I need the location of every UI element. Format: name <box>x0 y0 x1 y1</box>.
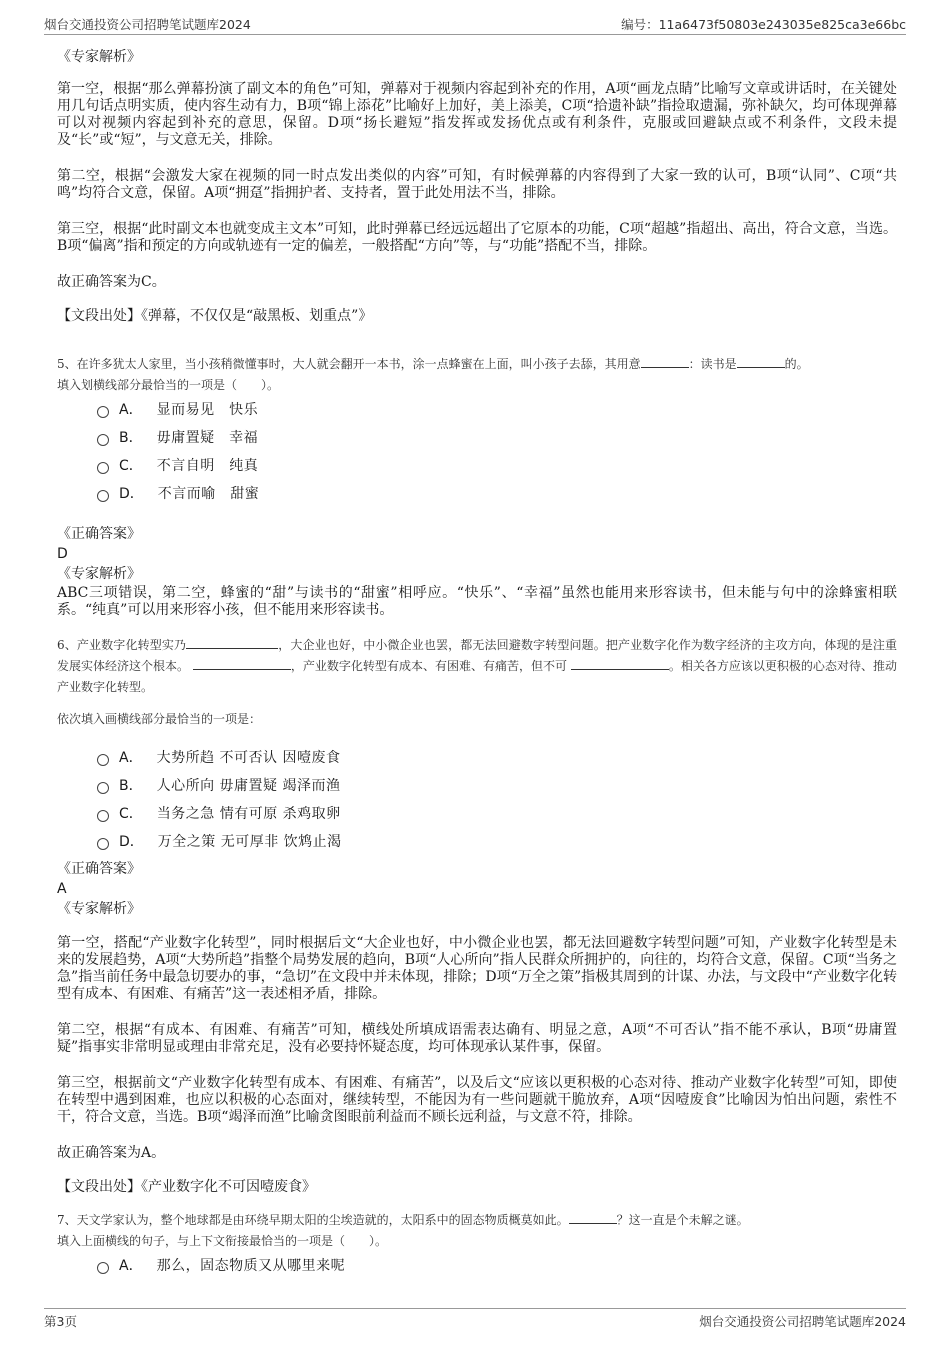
page-header <box>44 12 906 34</box>
q6-option-a[interactable]: A． 大势所趋 不可否认 因噎废食 <box>97 747 340 767</box>
q5-blank-2 <box>737 355 785 368</box>
radio-icon[interactable] <box>97 754 109 766</box>
radio-icon[interactable] <box>97 1262 109 1274</box>
q6-instruction: 依次填入画横线部分最恰当的一项是： <box>57 712 262 726</box>
q5-instruction: 填入划横线部分最恰当的一项是（ ）。 <box>57 378 280 392</box>
q5-option-a[interactable]: A． 显而易见 快乐 <box>97 399 258 419</box>
q6-text-c: ，产业数字化转型有成本、有困难、有痛苦，但不可 <box>290 659 568 673</box>
q6-blank-1 <box>186 636 278 649</box>
q6-source: 【文段出处】《产业数字化不可因噎废食》 <box>57 1179 316 1195</box>
radio-icon[interactable] <box>97 490 109 502</box>
header-doc-id: 编号：11a6473f50803e243035e825ca3e66bc <box>621 17 906 32</box>
radio-icon[interactable] <box>97 462 109 474</box>
q6-answer: A <box>57 881 67 897</box>
q6-analysis-p3: 第三空，根据前文“产业数字化转型有成本、有困难、有痛苦”，以及后文“应该以更积极的心态对待、推动产业数字化转型”可知，即使在转型中遇到困难，也应以积极的心态面对，继续转型，不能因为有一些问题就干脆放弃，A项“因噎废食”比喻因为怕出问题，索性不干，符合文意，当选。B项“竭泽而渔”比喻贪图眼前利益而不顾长远利益，与文意不符，排除。 <box>57 1075 897 1125</box>
page-number: 第3页 <box>44 1314 77 1329</box>
q5-text-a: 5、在许多犹太人家里，当小孩稍微懂事时，大人就会翻开一本书，涂一点蜂蜜在上面，叫小孩子去舔，其用意 <box>57 357 641 371</box>
q7-instruction: 填入上面横线的句子，与上下文衔接最恰当的一项是（ ）。 <box>57 1234 388 1248</box>
q5-blank-1 <box>641 355 689 368</box>
q6-analysis-p1: 第一空，搭配“产业数字化转型”，同时根据后文“大企业也好，中小微企业也罢，都无法回避数字转型问题”可知，产业数字化转型是未来的发展趋势，A项“大势所趋”指整个局势发展的趋向，B项“人心所向”指人民群众所拥护的，向往的，均符合文意，保留。C项“当务之急”指当前任务中最急切要办的事，“急切”在文段中并未体现，排除；D项“万全之策”指极其周到的计谋、办法，与文段中“产业数字化转型有成本、有困难、有痛苦”这一表述相矛盾，排除。 <box>57 935 897 1002</box>
q6-text-d: 。相关各方应该以更积极的心态对待、推动产业数字化转型。 <box>57 659 897 694</box>
q4-analysis-p1: 第一空，根据“那么弹幕扮演了副文本的角色”可知，弹幕对于视频内容起到补充的作用，A项“画龙点睛”比喻写文章或讲话时，在关键处用几句话点明实质，使内容生动有力，B项“锦上添花”比喻好上加好，美上添美，C项“拾遗补缺”指捡取遗漏，弥补缺欠，均可体现弹幕可以对视频内容起到补充的意思，保留。D项“扬长避短”指发挥或发扬优点或有利条件，克服或回避缺点或不利条件，文段未提及“长”或“短”，与文意无关，排除。 <box>57 81 897 148</box>
q6-answer-label: 《正确答案》 <box>57 861 141 877</box>
q7-text-b: ？这一直是个未解之谜。 <box>616 1213 749 1227</box>
q4-analysis-p3: 第三空，根据“此时副文本也就变成主文本”可知，此时弹幕已经远远超出了它原本的功能，C项“超越”指超出、高出，符合文意，当选。B项“偏离”指和预定的方向或轨迹有一定的偏差，一般搭配“方向”等，与“功能”搭配不当，排除。 <box>57 221 897 254</box>
header-title: 烟台交通投资公司招聘笔试题库2024 <box>44 17 251 32</box>
q6-blank-3 <box>571 657 669 670</box>
q7-stem <box>57 1210 897 1252</box>
q4-expert-label: 《专家解析》 <box>57 49 141 65</box>
q5-answer: D <box>57 546 68 562</box>
q5-option-c[interactable]: C． 不言自明 纯真 <box>97 455 258 475</box>
q5-option-b[interactable]: B． 毋庸置疑 幸福 <box>97 427 258 447</box>
q6-expert-label: 《专家解析》 <box>57 901 141 917</box>
q6-text-a: 6、产业数字化转型实乃 <box>57 638 187 652</box>
q6-option-c[interactable]: C． 当务之急 情有可原 杀鸡取卵 <box>97 803 341 823</box>
footer-divider <box>44 1308 906 1309</box>
q7-blank <box>569 1211 617 1224</box>
q5-expert-label: 《专家解析》 <box>57 566 141 582</box>
q6-option-d[interactable]: D． 万全之策 无可厚非 饮鸩止渴 <box>97 831 342 851</box>
q5-text-c: 的。 <box>784 357 809 371</box>
q5-analysis: ABC三项错误，第二空，蜂蜜的“甜”与读书的“甜蜜”相呼应。“快乐”、“幸福”虽然也能用来形容读书，但未能与句中的涂蜂蜜相联系。“纯真”可以用来形容小孩，但不能用来形容读书。 <box>57 585 897 618</box>
radio-icon[interactable] <box>97 838 109 850</box>
footer-title: 烟台交通投资公司招聘笔试题库2024 <box>699 1314 906 1329</box>
radio-icon[interactable] <box>97 810 109 822</box>
q6-conclusion: 故正确答案为A。 <box>57 1145 166 1161</box>
q5-stem <box>57 354 897 396</box>
q5-text-b: ：读书是 <box>688 357 737 371</box>
q6-analysis-p2: 第二空，根据“有成本、有困难、有痛苦”可知，横线处所填成语需表达确有、明显之意，A项“不可否认”指不能不承认，B项“毋庸置疑”指事实非常明显或理由非常充足，没有必要持怀疑态度，均可体现承认某件事，保留。 <box>57 1022 897 1055</box>
q7-option-a[interactable]: A． 那么，固态物质又从哪里来呢 <box>97 1255 345 1275</box>
header-divider <box>44 34 906 35</box>
q5-answer-label: 《正确答案》 <box>57 526 141 542</box>
q6-text-b: ，大企业也好，中小微企业也罢，都无法回避数字转型问题。把产业数字化作为数字经济的主攻方向，体现的是注重发展实体经济这个根本。 <box>57 638 897 673</box>
radio-icon[interactable] <box>97 434 109 446</box>
q6-stem <box>57 635 897 698</box>
q4-analysis-p2: 第二空，根据“会激发大家在视频的同一时点发出类似的内容”可知，有时候弹幕的内容得到了大家一致的认可，B项“认同”、C项“共鸣”均符合文意，保留。A项“拥趸”指拥护者、支持者，置于此处用法不当，排除。 <box>57 168 897 201</box>
q6-option-b[interactable]: B． 人心所向 毋庸置疑 竭泽而渔 <box>97 775 341 795</box>
q4-conclusion: 故正确答案为C。 <box>57 274 166 290</box>
q7-text-a: 7、天文学家认为，整个地球都是由环绕早期太阳的尘埃造就的，太阳系中的固态物质概莫如此。 <box>57 1213 569 1227</box>
q6-blank-2 <box>193 657 291 670</box>
radio-icon[interactable] <box>97 782 109 794</box>
q4-source: 【文段出处】《弹幕，不仅仅是“敲黑板、划重点”》 <box>57 308 373 324</box>
q5-option-d[interactable]: D． 不言而喻 甜蜜 <box>97 483 259 503</box>
radio-icon[interactable] <box>97 406 109 418</box>
